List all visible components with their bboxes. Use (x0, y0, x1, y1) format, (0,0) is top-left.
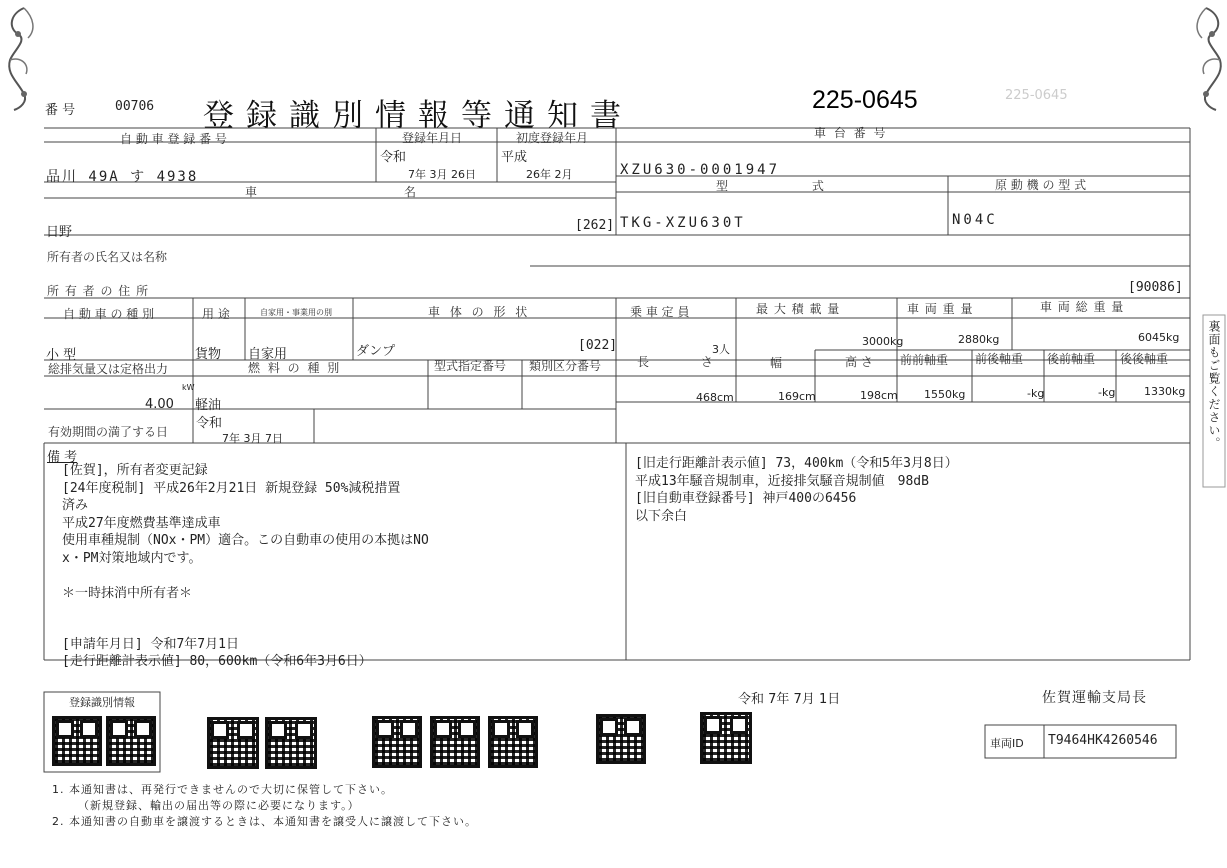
remarks-label: 備 考 (47, 450, 78, 465)
body-code: [022] (578, 338, 618, 353)
header-width: 幅 (770, 356, 783, 370)
remark-right-line-1: [旧走行距離計表示値] 73，400km（令和5年3月8日） (635, 456, 958, 471)
remark-line-6: x・PM対策地域内です。 (62, 550, 202, 566)
header-max-load: 最 大 積 載 量 (756, 302, 841, 316)
header-length: 長 さ (637, 355, 737, 369)
vehicle-id: T9464HK4260546 (1048, 733, 1158, 748)
qr-code-icon (700, 712, 752, 764)
temp-cancel-note: ＊一時抹消中所有者＊ (62, 586, 193, 601)
header-registration-date: 登録年月日 (402, 131, 463, 145)
engine-model-value: N04C (952, 212, 998, 228)
odometer-reading: [走行距離計表示値] 80，600km（令和6年3月6日） (62, 654, 372, 669)
header-registration-number: 自 動 車 登 録 番 号 (120, 132, 227, 146)
plate-number: 品川 49A す 4938 (46, 169, 199, 185)
owner-address-label: 所 有 者 の 住 所 (47, 284, 150, 298)
registration-date: 7年 3月 26日 (408, 168, 476, 181)
issuer: 佐賀運輸支局長 (1042, 690, 1147, 706)
capacity-value: 3人 (712, 343, 730, 356)
header-gross-weight: 車 両 総 重 量 (1040, 300, 1125, 314)
header-model: 型 式 (716, 179, 864, 193)
remark-line-4: 平成27年度燃費基準達成車 (62, 515, 221, 531)
footer-note-3: 2. 本通知書の自動車を譲渡するときは、本通知書を譲受人に譲渡して下さい。 (52, 815, 477, 828)
application-date: [申請年月日] 令和7年7月1日 (62, 637, 239, 652)
remark-line-1: [佐賀]，所有者変更記録 (62, 463, 208, 478)
header-class-number: 類別区分番号 (529, 359, 602, 373)
faint-stamp: 225-0645 (1005, 88, 1068, 103)
qr-code-icon (52, 716, 102, 766)
header-front-front-axle: 前前軸重 (900, 353, 949, 367)
rear-rear-axle-value: 1330kg (1144, 385, 1186, 398)
maker-code: [262] (575, 218, 615, 233)
footer-note-2: （新規登録、輸出の届出等の際に必要になります。） (78, 799, 360, 812)
issue-date: 令和 7年 7月 1日 (738, 692, 841, 707)
remark-line-5: 使用車種規制（NOx・PM）適合。この自動車の使用の本拠はNO (62, 533, 429, 548)
header-displacement: 総排気量又は定格出力 (48, 362, 169, 376)
footer-note-1: 1. 本通知書は、再発行できませんので大切に保管して下さい。 (52, 783, 393, 796)
first-registration-era: 平成 (501, 150, 528, 165)
vehicle-id-label: 車両ID (990, 737, 1024, 750)
model-value: TKG-XZU630T (620, 215, 746, 231)
remark-right-line-3: [旧自動車登録番号] 神戸400の6456 (635, 491, 857, 506)
header-engine-model: 原 動 機 の 型 式 (995, 178, 1087, 192)
height-value: 198cm (860, 389, 898, 402)
gross-weight-value: 6045kg (1138, 331, 1180, 344)
side-note: 裏面もご覧ください。 (1207, 320, 1221, 450)
header-rear-front-axle: 後前軸重 (1047, 352, 1096, 366)
header-private-business: 自家用・事業用の別 (260, 308, 332, 317)
expiry-label: 有効期間の満了する日 (48, 425, 169, 439)
header-body-shape: 車 体 の 形 状 (428, 305, 531, 319)
body-shape: ダンプ (356, 344, 396, 359)
max-load-value: 3000kg (862, 335, 904, 348)
qr-code-icon (596, 714, 646, 764)
header-front-rear-axle: 前後軸重 (975, 352, 1024, 366)
header-fuel-type: 燃 料 の 種 別 (248, 361, 342, 375)
qr-code-icon (488, 716, 538, 768)
header-vehicle-weight: 車 両 重 量 (907, 302, 974, 316)
header-car-name-left: 車 (245, 185, 258, 199)
fuel-type-value: 軽油 (195, 398, 222, 413)
rear-front-axle-value: -kg (1098, 386, 1116, 399)
header-rear-rear-axle: 後後軸重 (1120, 352, 1169, 366)
header-car-name-right: 名 (404, 185, 417, 199)
front-front-axle-value: 1550kg (924, 388, 966, 401)
qr-code-icon (265, 717, 317, 769)
use-value: 貨物 (195, 347, 222, 362)
qr-code-icon (207, 717, 259, 769)
chassis-number: XZU630-0001947 (620, 162, 781, 178)
qr-section-label: 登録識別情報 (69, 696, 135, 709)
header-capacity: 乗 車 定 員 (630, 305, 690, 319)
maker-name: 日野 (46, 225, 73, 240)
displacement-value: 4.00 (145, 397, 174, 412)
qr-code-icon (372, 716, 422, 768)
header-height: 高 さ (845, 355, 873, 369)
header-chassis-number: 車 台 番 号 (814, 126, 888, 140)
owner-address-code: [90086] (1128, 280, 1183, 295)
header-type-designation: 型式指定番号 (434, 359, 507, 373)
header-vehicle-kind: 自 動 車 の 種 別 (63, 307, 155, 321)
front-rear-axle-value: -kg (1027, 387, 1045, 400)
expiry-date: 7年 3月 7日 (222, 432, 283, 445)
owner-name-label: 所有者の氏名又は名称 (47, 250, 168, 264)
vehicle-kind: 小 型 (46, 348, 77, 363)
first-registration-date: 26年 2月 (526, 168, 573, 181)
expiry-era: 令和 (196, 416, 223, 431)
header-first-registration: 初度登録年月 (516, 131, 589, 145)
number-label: 番 号 (45, 103, 76, 118)
header-use: 用 途 (202, 307, 230, 321)
private-value: 自家用 (248, 347, 288, 362)
remark-line-2: [24年度税制] 平成26年2月21日 新規登録 50%減税措置 (62, 480, 401, 496)
vehicle-weight-value: 2880kg (958, 333, 1000, 346)
qr-code-icon (106, 716, 156, 766)
qr-code-icon (430, 716, 480, 768)
remark-right-line-2: 平成13年騒音規制車，近接排気騒音規制値 98dB (635, 473, 929, 489)
registration-era: 令和 (380, 150, 407, 165)
length-value: 468cm (696, 391, 734, 404)
remark-right-line-4: 以下余白 (635, 508, 688, 524)
output-unit-kw: kW (182, 383, 195, 392)
page-title: 登録識別情報等通知書 (203, 98, 633, 134)
handwritten-number: 225-0645 (812, 86, 918, 114)
width-value: 169cm (778, 390, 816, 403)
remark-line-3: 済み (62, 498, 89, 513)
document-number: 00706 (115, 99, 155, 114)
